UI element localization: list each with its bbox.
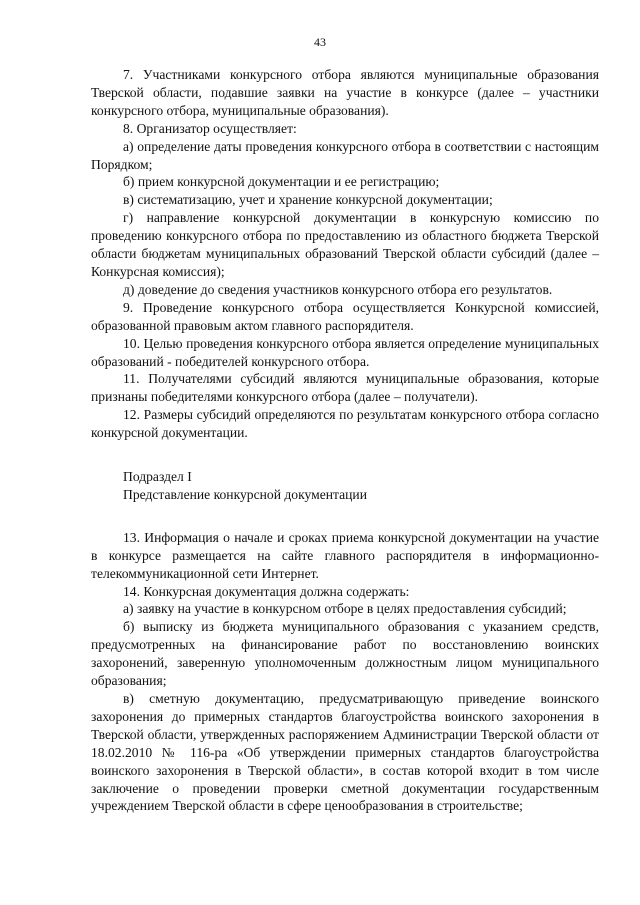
paragraph-11: 11. Получателями субсидий являются муниципальные образования, которые признаны победителями конкурсного отбора (далее – получатели). — [91, 371, 599, 405]
paragraph-8v: в) систематизацию, учет и хранение конкурсной документации; — [123, 192, 493, 208]
subsection-title: Представление конкурсной документации — [123, 486, 367, 502]
paragraph-10: 10. Целью проведения конкурсного отбора является определение муниципальных образований - победителей конкурсного отбора. — [91, 335, 599, 369]
spacer — [91, 504, 599, 529]
paragraph-13: 13. Информация о начале и сроках приема конкурсной документации на участие в конкурсе размещается на сайте главного распорядителя в информационно-телекоммуникационной сети Интернет. — [91, 529, 599, 581]
spacer — [91, 442, 599, 468]
paragraph-8b: б) прием конкурсной документации и ее регистрацию; — [123, 174, 440, 190]
paragraph-8: 8. Организатор осуществляет: — [123, 120, 297, 136]
paragraph-14: 14. Конкурсная документация должна содержать: — [123, 583, 410, 599]
paragraph-14b: б) выписку из бюджета муниципального образования с указанием средств, предусмотренных на финансирование работ по восстановлению воинских захоронений, заверенную уполномоченным должностным лицом муниципального образования; — [91, 619, 599, 689]
paragraph-9: 9. Проведение конкурсного отбора осуществляется Конкурсной комиссией, образованной правовым актом главного распорядителя. — [91, 299, 599, 333]
paragraph-14v: в) сметную документацию, предусматривающую приведение воинского захоронения до примерных стандартов благоустройства воинского захоронения в Тверской области, утвержденных распоряжением Администрации Тверской области от 18.02.2010 № 116-ра «Об утверждении примерных стандартов благоустройства воинского захоронения в Тверской области», в состав которой входит в том числе заключение о проведении проверки сметной документации государственным учреждением Тверской области в сфере ценообразования в строительстве; — [91, 691, 599, 814]
subsection-label: Подраздел I — [123, 469, 192, 485]
paragraph-8g: г) направление конкурсной документации в конкурсную комиссию по проведению конкурсного отбора по предоставлению из областного бюджета Тверской области бюджетам муниципальных образований Тверской области субсидий (далее – Конкурсная комиссия); — [91, 210, 599, 279]
page-number: 43 — [314, 35, 326, 49]
document-body — [91, 66, 599, 815]
paragraph-8a: а) определение даты проведения конкурсного отбора в соответствии с настоящим Порядком; — [91, 138, 599, 172]
paragraph-12: 12. Размеры субсидий определяются по результатам конкурсного отбора согласно конкурсной документации. — [91, 407, 599, 441]
paragraph-14a: а) заявку на участие в конкурсном отборе в целях предоставления субсидий; — [123, 601, 567, 617]
paragraph-8d: д) доведение до сведения участников конкурсного отбора его результатов. — [123, 281, 553, 297]
paragraph-7: 7. Участниками конкурсного отбора являются муниципальные образования Тверской области, подавшие заявки на участие в конкурсе (далее – участники конкурсного отбора, муниципальные образования). — [91, 67, 599, 118]
